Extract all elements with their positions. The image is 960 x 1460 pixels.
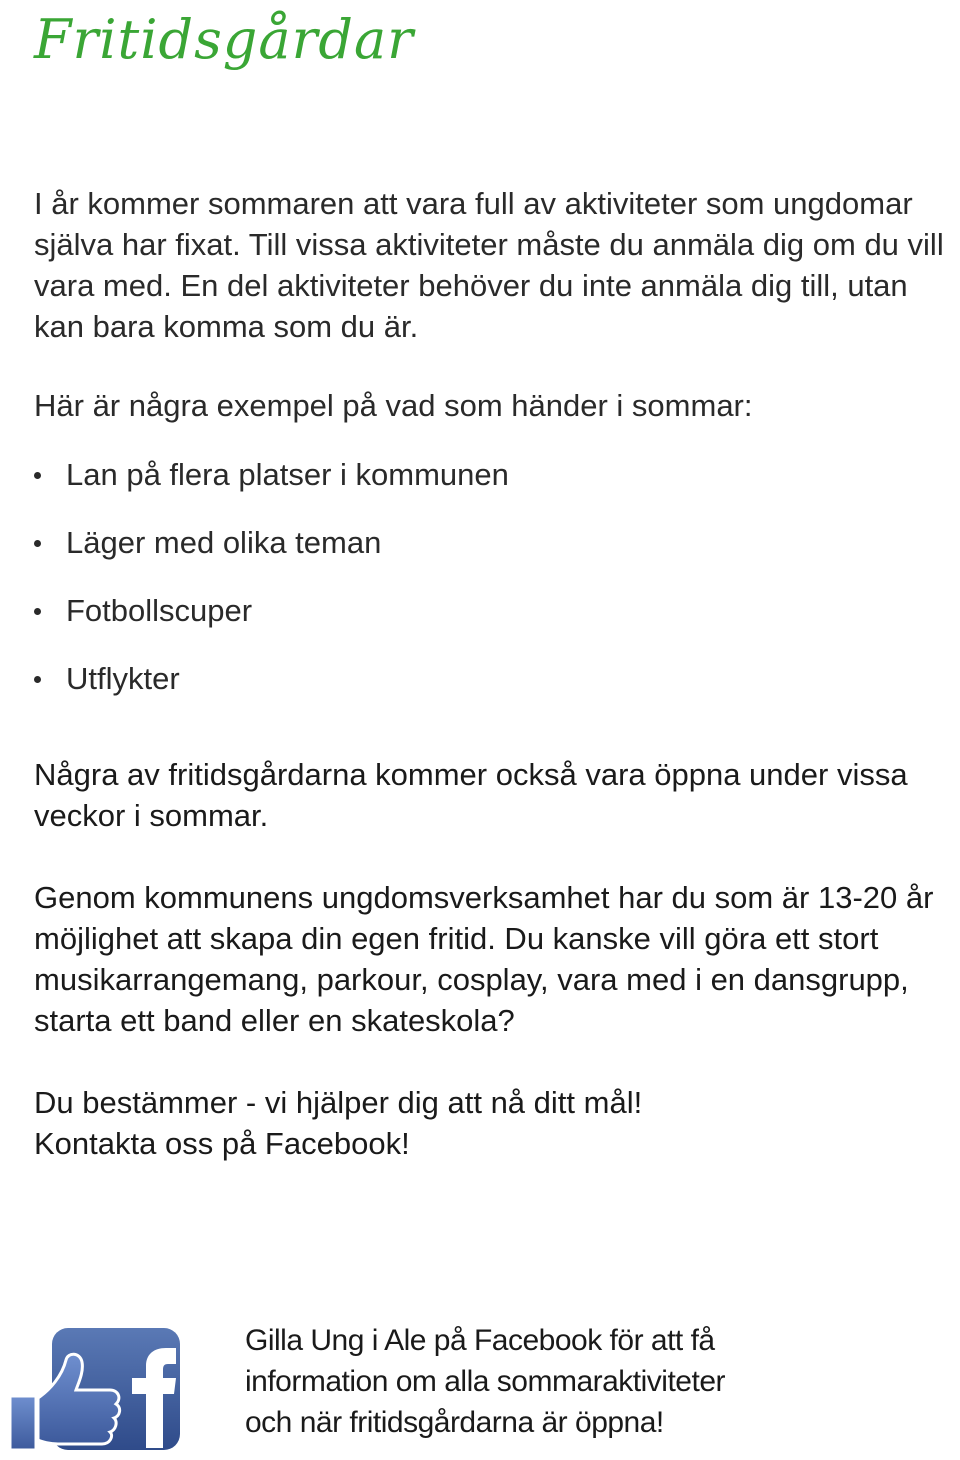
youth-program-paragraph: Genom kommunens ungdomsverksamhet har du som är 13-20 år möjlighet att skapa din egen fritid. Du kanske vill göra ett stort musikarrangemang, parkour, cosplay, vara med i en dansgrupp, starta ett band eller en skateskola? [34,880,934,1038]
list-item [34,590,509,658]
list-item [34,454,509,522]
list-item-label: Lan på flera platser i kommunen [66,457,509,492]
bullet-icon [34,608,41,615]
contact-paragraph [34,1082,958,1164]
facebook-promo-line: Gilla Ung i Ale på Facebook för att få [245,1324,715,1357]
open-weeks-paragraph: Några av fritidsgårdarna kommer också vara öppna under vissa veckor i sommar. [34,757,908,833]
intro-paragraph: I år kommer sommaren att vara full av aktiviteter som ungdomar själva har fixat. Till vissa aktiviteter måste du anmäla dig om du vill vara med. En del aktiviteter behöver du inte anmäla dig till, utan kan bara komma som du är. [34,186,944,344]
facebook-promo-line: och när fritidsgårdarna är öppna! [245,1406,664,1439]
bullet-icon [34,676,41,683]
facebook-promo-text [245,1320,845,1443]
contact-line: Kontakta oss på Facebook! [34,1126,410,1161]
list-item [34,522,509,590]
bullet-icon [34,540,41,547]
list-item-label: Läger med olika teman [66,525,382,560]
bullet-icon [34,472,41,479]
list-item [34,658,509,726]
facebook-like-icon[interactable] [6,1324,186,1454]
page-title: Fritidsgårdar [34,8,414,71]
list-item-label: Utflykter [66,661,180,696]
facebook-promo-line: information om alla sommaraktiviteter [245,1365,726,1398]
examples-list [34,454,509,726]
examples-heading: Här är några exempel på vad som händer i sommar: [34,388,753,423]
decide-line: Du bestämmer - vi hjälper dig att nå ditt mål! [34,1085,643,1120]
list-item-label: Fotbollscuper [66,593,253,628]
